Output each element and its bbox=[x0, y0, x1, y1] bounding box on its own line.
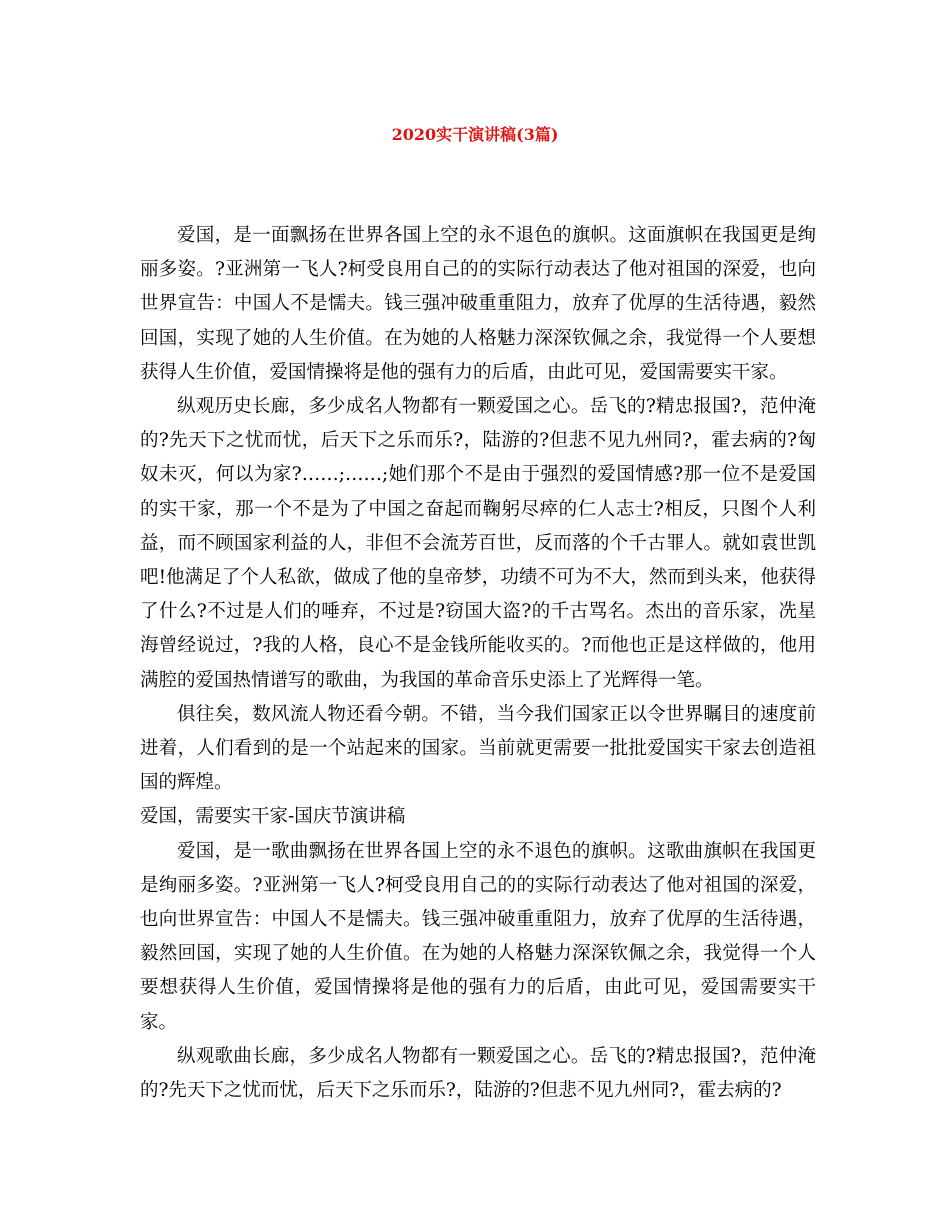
section-heading: 爱国，需要实干家-国庆节演讲稿 bbox=[140, 806, 406, 828]
body-paragraph: 纵观歌曲长廊，多少成名人物都有一颗爱国之心。岳飞的?精忠报国?，范仲淹的?先天下之忧而忧，后天下之乐而乐?，陆游的?但悲不见九州同?，霍去病的? bbox=[140, 1045, 816, 1102]
document-body bbox=[140, 219, 816, 1108]
body-paragraph: 俱往矣，数风流人物还看今朝。不错，当今我们国家正以令世界瞩目的速度前进着，人们看到的是一个站起来的国家。当前就更需要一批批爱国实干家去创造祖国的辉煌。 bbox=[140, 703, 816, 794]
document-title: 2020实干演讲稿(3篇) bbox=[391, 125, 559, 144]
body-paragraph: 爱国，是一歌曲飘扬在世界各国上空的永不退色的旗帜。这歌曲旗帜在我国更是绚丽多姿。?亚洲第一飞人?柯受良用自己的的实际行动表达了他对祖国的深爱，也向世界宣告：中国人不是懦夫。钱三强冲破重重阻力，放弃了优厚的生活待遇，毅然回国，实现了她的人生价值。在为她的人格魅力深深钦佩之余，我觉得一个人要想获得人生价值，爱国情操将是他的强有力的后盾，由此可见，爱国需要实干家。 bbox=[140, 840, 816, 1033]
body-paragraph: 纵观历史长廊，多少成名人物都有一颗爱国之心。岳飞的?精忠报国?，范仲淹的?先天下之忧而忧，后天下之乐而乐?，陆游的?但悲不见九州同?，霍去病的?匈奴未灭，何以为家?……;……;她们那个不是由于强烈的爱国情感?那一位不是爱国的实干家，那一个不是为了中国之奋起而鞠躬尽瘁的仁人志士?相反，只图个人利益，而不顾国家利益的人，非但不会流芳百世，反而落的个千古罪人。就如袁世凯吧!他满足了个人私欲，做成了他的皇帝梦，功绩不可为不大，然而到头来，他获得了什么?不过是人们的唾弃，不过是?窃国大盗?的千古骂名。杰出的音乐家，冼星海曾经说过，?我的人格，良心不是金钱所能收买的。?而他也正是这样做的，他用满腔的爱国热情谱写的歌曲，为我国的革命音乐史添上了光辉得一笔。 bbox=[140, 396, 816, 691]
body-paragraph: 爱国，是一面飘扬在世界各国上空的永不退色的旗帜。这面旗帜在我国更是绚丽多姿。?亚洲第一飞人?柯受良用自己的的实际行动表达了他对祖国的深爱，也向世界宣告：中国人不是懦夫。钱三强冲破重重阻力，放弃了优厚的生活待遇，毅然回国，实现了她的人生价值。在为她的人格魅力深深钦佩之余，我觉得一个人要想获得人生价值，爱国情操将是他的强有力的后盾，由此可见，爱国需要实干家。 bbox=[140, 225, 816, 383]
